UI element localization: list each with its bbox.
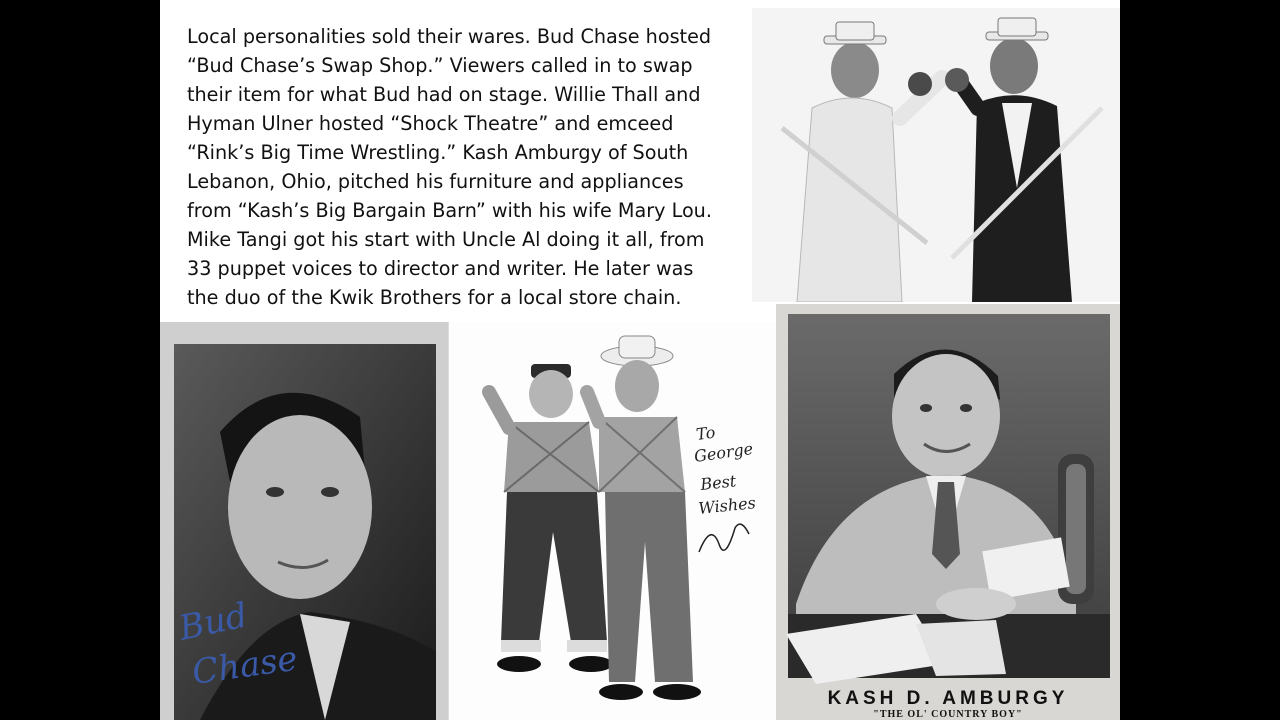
photo-plaid-pair [448,322,777,720]
photo-straw-hat-duo-illustration [752,8,1120,302]
text-line: “Bud Chase’s Swap Shop.” Viewers called in to swap [187,54,693,77]
photo-bud-chase [160,322,448,720]
photo-bud-chase-illustration [160,322,448,720]
text-line: Lebanon, Ohio, pitched his furniture and appliances [187,170,684,193]
text-line: Mike Tangi got his start with Uncle Al doing it all, from [187,228,705,251]
photo-straw-hat-duo [752,8,1120,302]
autograph-to: To [694,422,717,444]
slide-body-text [187,22,747,312]
photo-kash-amburgy [776,304,1120,720]
text-line: from “Kash’s Big Bargain Barn” with his wife Mary Lou. [187,199,712,222]
text-line: the duo of the Kwik Brothers for a local store chain. [187,286,682,309]
photo-plaid-pair-illustration [449,322,777,720]
text-line: 33 puppet voices to director and writer. He later was [187,257,694,280]
signature-bud: Bud [175,595,252,649]
text-line: Local personalities sold their wares. Bud Chase hosted [187,25,712,48]
autograph-wishes: Wishes [697,493,757,518]
slide [160,0,1120,720]
text-line: “Rink’s Big Time Wrestling.” Kash Amburgy of South [187,141,689,164]
kash-caption: KASH D. AMBURGY [827,688,1069,709]
text-line: their item for what Bud had on stage. Willie Thall and [187,83,701,106]
kash-subcaption: "THE OL' COUNTRY BOY" [873,709,1023,720]
photo-kash-amburgy-illustration [776,304,1120,720]
text-line: Hyman Ulner hosted “Shock Theatre” and emceed [187,112,674,135]
autograph-name: George [692,438,755,466]
autograph-best: Best [699,471,738,494]
signature-chase: Chase [189,638,300,693]
